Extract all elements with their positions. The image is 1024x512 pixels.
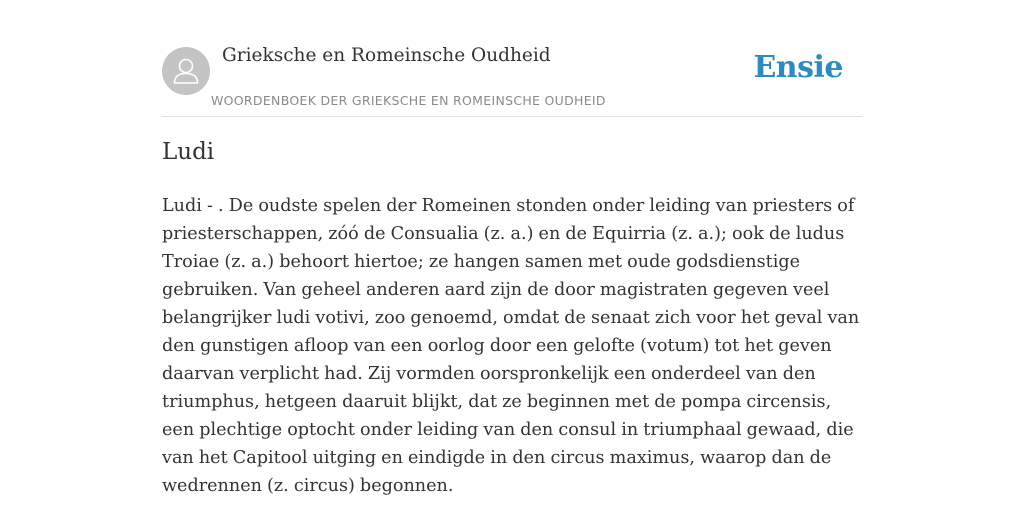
source-title[interactable]: Grieksche en Romeinsche Oudheid — [222, 45, 551, 66]
user-silhouette-icon[interactable] — [162, 47, 210, 95]
page-header — [162, 0, 862, 117]
source-subtitle: WOORDENBOEK DER GRIEKSCHE EN ROMEINSCHE OUDHEID — [211, 93, 606, 108]
ensie-logo[interactable]: Ensie — [753, 50, 843, 85]
entry-body: Ludi - . De oudste spelen der Romeinen stonden onder leiding van priesters of priesterschappen, zóó de Consualia (z. a.) en de Equirria (z. a.); ook de ludus Troiae (z. a.) behoort hiertoe; ze hangen samen met oude godsdienstige gebruiken. Van geheel anderen aard zijn de door magistraten gegeven veel belangrijker ludi votivi, zoo genoemd, omdat de senaat zich voor het geval van den gunstigen afloop van een oorlog door een gelofte (votum) tot het geven daarvan verplicht had. Zij vormden oorspronkelijk een onderdeel van den triumphus, hetgeen daaruit blijkt, dat ze beginnen met de pompa circensis, een plechtige optocht onder leiding van den consul in triumphaal gewaad, die van het Capitool uitging en eindigde in den circus maximus, waarop dan de wedrennen (z. circus) begonnen. — [162, 196, 860, 496]
entry-title: Ludi — [162, 139, 215, 165]
